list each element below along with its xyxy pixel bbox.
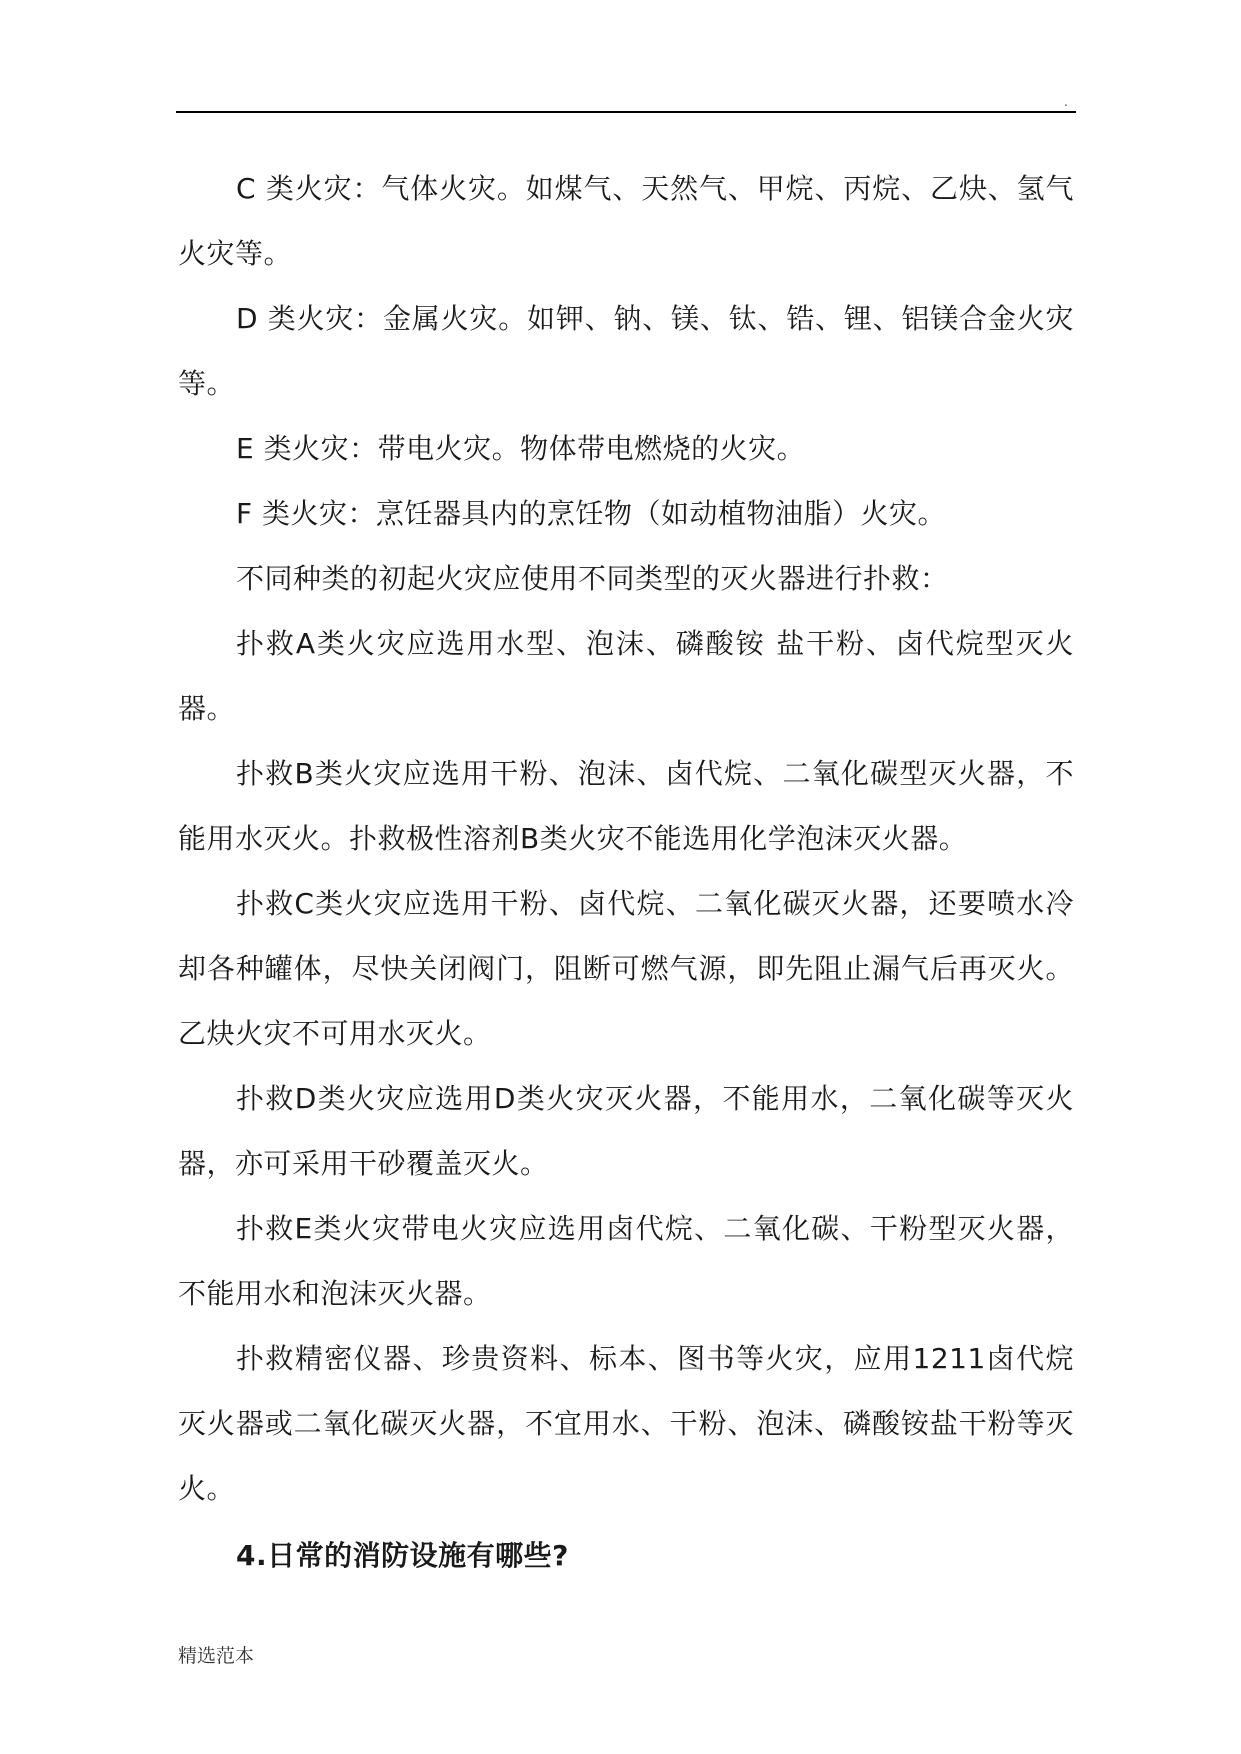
footer-label: 精选范本: [178, 1645, 255, 1667]
paragraph-class-e-extinguish: 扑救E类火灾带电火灾应选用卤代烷、二氧化碳、干粉型灭火器，不能用水和泡沫灭火器。: [178, 1212, 1074, 1310]
header-rule: [176, 111, 1076, 113]
paragraph-class-e-fire: E 类火灾：带电火灾。物体带电燃烧的火灾。: [236, 432, 806, 465]
paragraph-class-d-fire: D 类火灾：金属火灾。如钾、钠、镁、钛、锆、锂、铝镁合金火灾等。: [178, 302, 1074, 400]
header-mark: .: [1064, 95, 1068, 109]
section-heading: 4.日常的消防设施有哪些?: [236, 1539, 569, 1572]
paragraph-class-a-extinguish: 扑救A类火灾应选用水型、泡沫、磷酸铵 盐干粉、卤代烷型灭火器。: [178, 627, 1074, 725]
paragraph-extinguisher-intro: 不同种类的初起火灾应使用不同类型的灭火器进行扑救：: [236, 562, 949, 595]
paragraph-class-b-extinguish: 扑救B类火灾应选用干粉、泡沫、卤代烷、二氧化碳型灭火器，不能用水灭火。扑救极性溶剂B类火灾不能选用化学泡沫灭火器。: [178, 757, 1074, 855]
document-body: [178, 156, 1074, 1588]
paragraph-precision-instruments: 扑救精密仪器、珍贵资料、标本、图书等火灾，应用1211卤代烷灭火器或二氧化碳灭火器，不宜用水、干粉、泡沫、磷酸铵盐干粉等灭火。: [178, 1342, 1074, 1505]
paragraph-class-c-extinguish: 扑救C类火灾应选用干粉、卤代烷、二氧化碳灭火器，还要喷水冷却各种罐体，尽快关闭阀门，阻断可燃气源，即先阻止漏气后再灭火。乙炔火灾不可用水灭火。: [178, 887, 1074, 1050]
paragraph-class-f-fire: F 类火灾：烹饪器具内的烹饪物（如动植物油脂）火灾。: [236, 497, 947, 530]
paragraph-class-c-fire: C 类火灾：气体火灾。如煤气、天然气、甲烷、丙烷、乙炔、氢气火灾等。: [178, 172, 1074, 270]
paragraph-class-d-extinguish: 扑救D类火灾应选用D类火灾灭火器，不能用水，二氧化碳等灭火器，亦可采用干砂覆盖灭火。: [178, 1082, 1074, 1180]
